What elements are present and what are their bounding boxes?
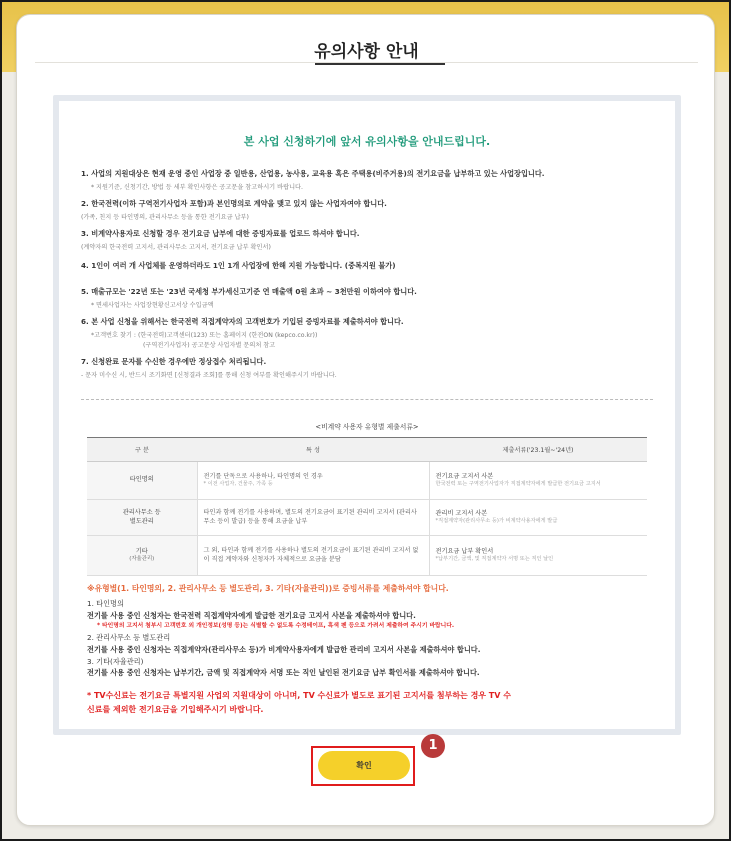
document-note: *납부기간, 금액, 및 직접계약자 서명 또는 직인 날인 [435, 556, 554, 563]
table-cell-category [87, 500, 197, 536]
notice-item-5 [81, 287, 661, 309]
title-underline [315, 63, 445, 65]
document-note: *직접계약자(관리사무소 등)가 비계약사용자에게 발급 [435, 518, 558, 525]
tv-fee-notice-line: 신료를 제외한 전기요금을 기입해주시기 바랍니다. [87, 704, 264, 714]
description-text: 타인과 함께 전기를 사용하며, 별도의 전기요금이 표기된 관리비 고지서 (관리사무소 등이 발급) 등을 통해 요금을 납부 [203, 509, 417, 525]
type-line: 1. 타인명의 [87, 599, 124, 608]
description-text: 그 외, 타인과 함께 전기를 사용하나 별도의 전기요금이 표기된 관리비 고지서 없이 직접 계약자와 신청자가 자체적으로 요금을 분담 [203, 547, 419, 563]
notice-item-text: 2. 한국전력(이하 구역전기사업자 포함)과 본인명의로 계약을 맺고 있지 않는 사업자여야 합니다. [81, 199, 387, 208]
type-line: 전기를 사용 중인 신청자는 직접계약자(관리사무소 등)가 비계약사용자에게 발급한 관리비 고지서 사본을 제출하셔야 합니다. [87, 644, 481, 654]
type-line: 전기를 사용 중인 신청자는 납부기간, 금액 및 직접계약자 서명 또는 직인 날인된 전기요금 납부 확인서를 제출하셔야 합니다. [87, 668, 480, 678]
tv-fee-notice-line: * TV수신료는 전기요금 특별지원 사업의 지원대상이 아니며, TV 수신료가 별도로 표기된 고지서를 첨부하는 경우 TV 수 [87, 691, 511, 700]
notice-item-text: 3. 비계약사용자로 신청할 경우 전기요금 납부에 대한 증빙자료를 업로드 하셔야 합니다. [81, 229, 360, 238]
document-type-details [87, 598, 667, 679]
notice-content-box [53, 95, 681, 735]
notice-item-7 [81, 357, 661, 379]
notice-item-note: * 면세사업자는 사업장현황신고서상 수입금액 [91, 302, 214, 309]
description-text: 전기를 단독으로 사용하나, 타인명의 인 경우 [203, 472, 323, 480]
document-note: 한국전력 또는 구역전기사업자가 직접계약자에게 발급한 전기요금 고지서 [435, 481, 601, 488]
type-line: 전기를 사용 중인 신청자는 한국전력 직접계약자에게 발급한 전기요금 고지서 사본을 제출하셔야 합니다. [87, 610, 416, 620]
type-line: 2. 관리사무소 등 별도관리 [87, 633, 171, 643]
type-line: 3. 기타(자율관리) [87, 656, 144, 666]
document-name: 전기요금 납부 확인서 [435, 547, 494, 555]
category-label: 타인명의 [129, 476, 154, 484]
category-sublabel: (자율관리) [129, 556, 155, 563]
table-cell-description [197, 462, 429, 500]
notice-item-4 [81, 261, 661, 271]
table-header-row [87, 438, 647, 462]
category-label: 기타 [135, 547, 148, 555]
document-table [87, 437, 647, 576]
notice-item-note: - 문자 미수신 시, 반드시 조기화면 [신청결과 조회]를 통해 신청 여부를 확인해주시기 바랍니다. [81, 372, 337, 379]
description-note: * 이전 사업자, 건물주, 가족 등 [203, 481, 273, 488]
table-cell-document [429, 536, 647, 576]
modal-title: 유의사항 안내 [314, 42, 419, 62]
confirm-button[interactable]: 확인 [318, 751, 410, 780]
category-sublabel: 별도관리 [129, 517, 154, 525]
table-header: 구 분 [87, 438, 197, 462]
notice-item-text: 1. 사업의 지원대상은 현재 운영 중인 사업장 중 일반용, 산업용, 농사용, 교육용 혹은 주택용(비주거용)의 전기요금을 납부하고 있는 사업장입니다. [81, 169, 545, 178]
notice-item-2 [81, 199, 661, 221]
notice-heading: 본 사업 신청하기에 앞서 유의사항을 안내드립니다. [243, 135, 491, 148]
tv-fee-notice [87, 689, 647, 716]
notice-item-text: 7. 신청완료 문자를 수신한 경우에만 정상접수 처리됩니다. [81, 357, 267, 366]
table-cell-document [429, 462, 647, 500]
notice-modal [16, 14, 715, 826]
table-row [87, 462, 647, 500]
notice-item-1 [81, 169, 661, 191]
document-name: 전기요금 고지서 사본 [435, 472, 494, 480]
step-number-badge: 1 [421, 734, 445, 758]
notice-item-note: (구역전기사업자) 공고문상 사업자별 문의처 참고 [143, 342, 276, 349]
notice-item-3 [81, 229, 661, 251]
document-name: 관리비 고지서 사본 [435, 509, 488, 517]
table-header: 특 성 [197, 438, 429, 462]
document-type-heading: ※유형별(1. 타인명의, 2. 관리사무소 등 별도관리, 3. 기타(자율관리))로 증빙서류를 제출하셔야 합니다. [87, 584, 449, 593]
section-divider [81, 399, 653, 400]
table-row [87, 536, 647, 576]
table-row [87, 500, 647, 536]
table-cell-category [87, 536, 197, 576]
type-line-warning: * 타인명의 고지서 첨부시 고객번호 외 개인정보(성명 등)는 식별할 수 없도록 수정테이프, 흑색 펜 등으로 가려서 제출하여 주시기 바랍니다. [97, 623, 455, 630]
table-cell-category [87, 462, 197, 500]
notice-item-note: (계약자의 한국전력 고지서, 관리사무소 고지서, 전기요금 납부 확인서) [81, 244, 271, 251]
table-header: 제출서류('23.1월~'24년) [429, 438, 647, 462]
table-cell-description [197, 536, 429, 576]
notice-item-text: 6. 본 사업 신청을 위해서는 한국전력 직접계약자의 고객번호가 기입된 증빙자료를 제출하셔야 합니다. [81, 317, 404, 326]
notice-item-6 [81, 317, 661, 349]
notice-item-note: (가족, 친지 등 타인명의, 관리사무소 등을 통한 전기요금 납부) [81, 214, 249, 221]
category-label: 관리사무소 등 [122, 509, 161, 517]
notice-item-text: 4. 1인이 여러 개 사업체를 운영하더라도 1인 1개 사업장에 한해 지원 가능합니다. (중복지원 불가) [81, 261, 396, 270]
notice-item-note: *고객번호 찾기 : (한국전력)고객센터(123) 또는 홈페이지 (한전ON (kepco.co.kr)) [91, 332, 318, 339]
notice-item-text: 5. 매출규모는 '22년 또는 '23년 국세청 부가세신고기준 연 매출액 0원 초과 ~ 3천만원 이하여야 합니다. [81, 287, 417, 296]
table-cell-document [429, 500, 647, 536]
notice-item-note: * 지원기준, 신청기간, 방법 등 세부 확인사항은 공고문을 참고하시기 바랍니다. [91, 184, 303, 191]
table-cell-description [197, 500, 429, 536]
table-caption: <비계약 사용자 유형별 제출서류> [315, 423, 419, 431]
